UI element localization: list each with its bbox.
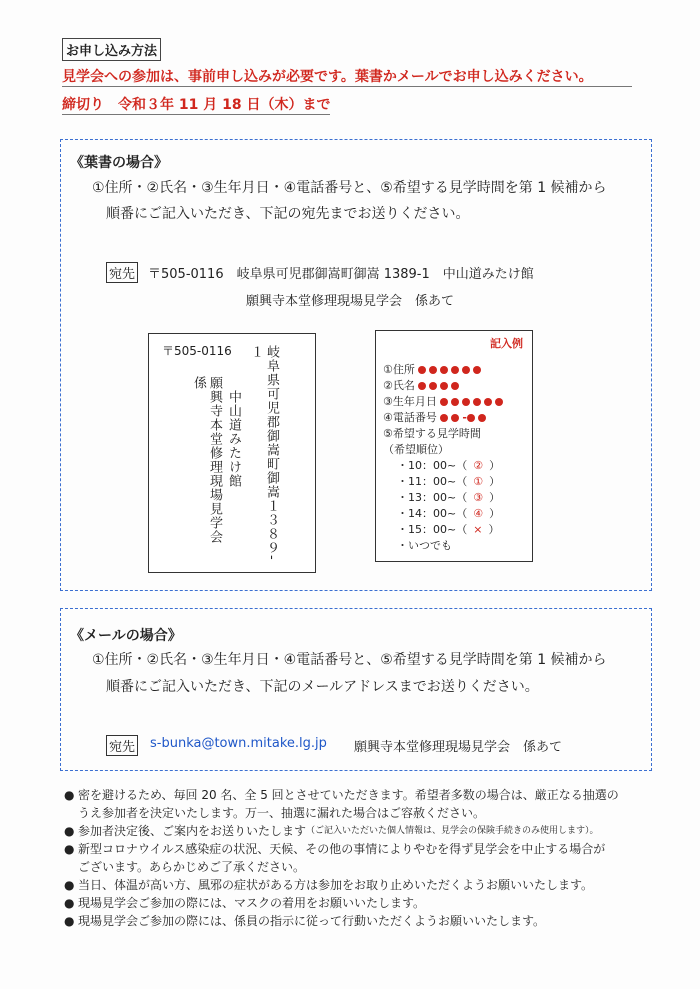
postcard-instruction-2: 順番にご記入いただき、下記の宛先までお送りください。 <box>106 206 470 222</box>
example-time-row: ・11：00~（ ① ） <box>397 475 501 488</box>
example-time-row: ・10：00~（ ② ） <box>397 459 501 472</box>
notes-list <box>64 786 664 930</box>
email-recipient: 願興寺本堂修理現場見学会 係あて <box>354 740 563 755</box>
section-title: お申し込み方法 <box>62 38 161 61</box>
postal-recipient: 願興寺本堂修理現場見学会 係あて <box>246 294 455 309</box>
email-instruction-2: 順番にご記入いただき、下記のメールアドレスまでお送りください。 <box>106 679 539 695</box>
example-time-row: ・15：00~（ × ） <box>397 523 500 536</box>
card-venue-column: 中山道みたけ館 <box>226 390 241 488</box>
example-anytime: ・いつでも <box>397 539 452 552</box>
card-recipient-column: 願興寺本堂修理現場見学会 係 <box>191 376 222 558</box>
example-order-label: （希望順位） <box>383 443 449 456</box>
example-title: 記入例 <box>490 337 523 350</box>
divider <box>62 86 632 87</box>
note-item: ● 現場見学会ご参加の際には、マスクの着用をお願いいたします。 <box>64 896 426 910</box>
note-item: ● 現場見学会ご参加の際には、係員の指示に従って行動いただくようお願いいたします。 <box>64 914 546 928</box>
divider <box>62 114 330 115</box>
note-item: ● 当日、体温が高い方、風邪の症状がある方は参加をお取り止めいただくようお願いいたします。 <box>64 878 594 892</box>
example-time-label: ⑤希望する見学時間 <box>383 427 481 440</box>
note-item: ● 参加者決定後、ご案内をお送りいたします （ご記入いただいた個人情報は、見学会の保険手続きのみ使用します）。 <box>64 824 599 838</box>
postcard-title: 《葉書の場合》 <box>70 155 168 171</box>
example-item: ④電話番号 - <box>383 410 529 426</box>
example-item: ①住所 <box>383 362 529 378</box>
postcard-instruction-1: ①住所・②氏名・③生年月日・④電話番号と、⑤希望する見学時間を第 1 候補から <box>92 180 607 196</box>
note-item: ございます。あらかじめご了承ください。 <box>78 860 306 874</box>
email-title: 《メールの場合》 <box>70 628 182 644</box>
deadline-text: 締切り 令和３年 11 月 18 日（木）まで <box>62 97 331 113</box>
to-label: 宛先 <box>106 735 138 756</box>
notice-text: 見学会への参加は、事前申し込みが必要です。葉書かメールでお申し込みください。 <box>62 69 593 85</box>
email-instruction-1: ①住所・②氏名・③生年月日・④電話番号と、⑤希望する見学時間を第 1 候補から <box>92 652 607 668</box>
note-item: ● 密を避けるため、毎回 20 名、全 5 回とさせていただきます。希望者多数の場合は、厳正なる抽選の <box>64 788 619 802</box>
example-item: ③生年月日 <box>383 394 529 410</box>
note-item: ● 新型コロナウイルス感染症の状況、天候、その他の事情によりやむを得ず見学会を中止する場合が <box>64 842 606 856</box>
to-label: 宛先 <box>106 262 138 283</box>
email-address-link[interactable]: s-bunka@town.mitake.lg.jp <box>150 736 327 751</box>
note-item: うえ参加者を決定いたします。万一、抽選に漏れた場合はご容赦ください。 <box>78 806 486 820</box>
example-item: ②氏名 <box>383 378 529 394</box>
card-postal-code: 〒505-0116 <box>162 344 232 358</box>
card-address-column: 岐阜県可児郡御嵩町御嵩１３８９-１ <box>248 345 279 561</box>
example-list <box>383 362 529 554</box>
postal-address: 〒505-0116 岐阜県可児郡御嵩町御嵩 1389-1 中山道みたけ館 <box>148 267 534 282</box>
example-time-row: ・14：00~（ ④ ） <box>397 507 501 520</box>
example-time-row: ・13：00~（ ③ ） <box>397 491 501 504</box>
